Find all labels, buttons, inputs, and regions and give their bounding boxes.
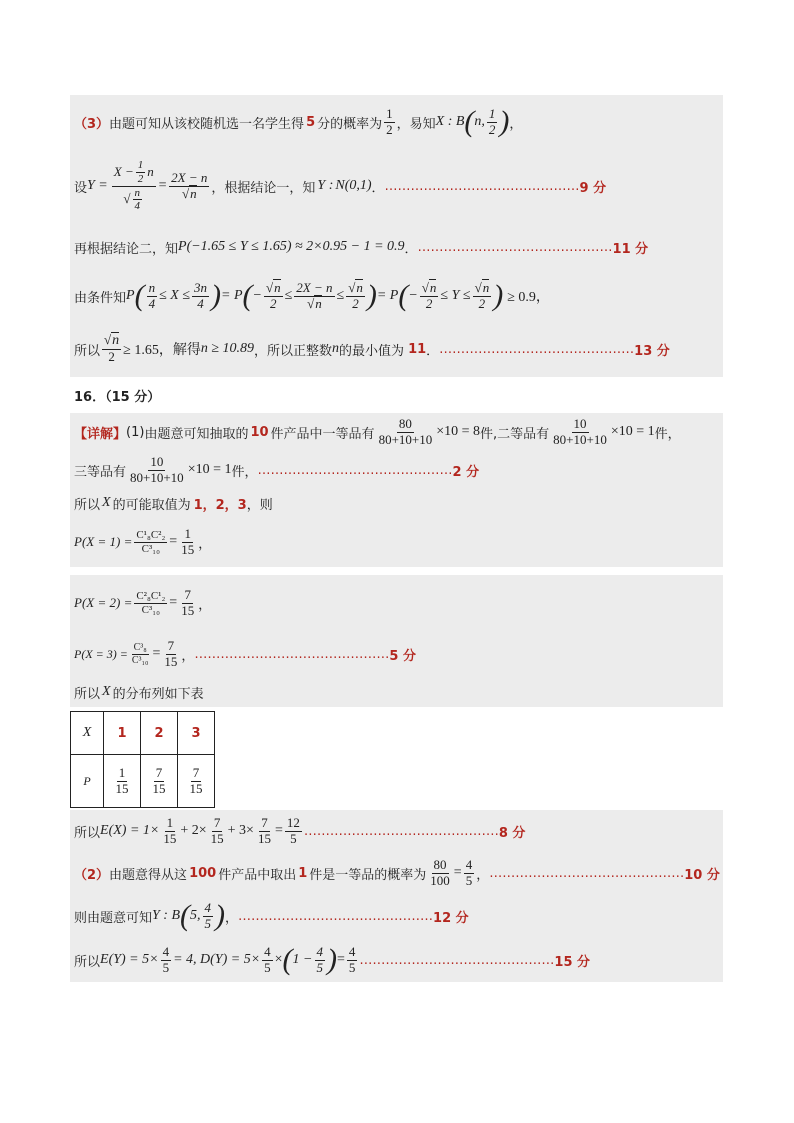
denominator: 5 [316,959,323,975]
part3-text: ，易知 [396,116,436,132]
fraction-result [347,945,358,976]
part3-block [70,95,723,377]
dots-leader: ……………………………………… [359,952,555,968]
numerator: 1 [118,764,126,780]
math-x-binomial: X : B ( n, $\frac{1}{2}$ ) [435,105,510,138]
numerator: 4 [316,943,323,959]
fraction-result [179,527,196,558]
q16-text: ， [198,597,212,613]
q16-text: ， [198,536,212,552]
math-y-binomial: Y : B ( 5, $\frac{4}{5}$ ) [152,899,226,932]
math-op: + 3× [227,823,254,838]
numerator: 4 [348,943,356,959]
value-list: 1，2，3 [193,497,247,513]
math-variance-factor: ( 1 − $\frac{4}{5}$ ) [282,943,337,976]
math-lhs: P(X = 1) = [74,534,133,549]
numerator: 7 [261,814,268,830]
math-lhs: E(Y) = 5× [100,952,159,967]
score-five: 5 [306,114,316,130]
q16-text: 则由题意可知 [74,910,153,926]
math-result: ×10 = 1 [187,462,232,477]
denominator: 5 [290,830,297,846]
distribution-table-wrap [70,711,723,808]
table-header-x: X [71,712,104,755]
fraction-combination [134,529,167,555]
numerator: 80 [433,856,447,872]
question-16-heading [70,377,723,413]
part2-line-2 [70,894,723,938]
math-condition-chain: P ( $\frac{n}{4}$ ≤ X ≤ $\frac{3n}{4}$ ) = P ( − $\frac{√n}{2}$ ≤ $\frac{2X - n}{√n}$ ≤ $\frac{√n}{2}$ ) = P ( − $\frac{√n}{2}$ ≤ Y ≤ $\frac{√n}{2}$ ) [126,279,504,312]
part3-text: 分的概率为 [317,116,383,132]
fraction-third-class [128,455,186,486]
score-label: 10 分 [684,867,720,883]
numerator: 4 [465,856,473,872]
score-label: 12 分 [433,910,469,926]
numerator: 7 [167,637,175,653]
part3-text: 的最小值为 [339,343,405,359]
fraction [161,945,172,976]
numerator: 10 [150,453,164,469]
part3-line-4 [70,265,723,327]
denominator: 15 [152,780,166,796]
fraction-half [384,107,395,138]
fraction-combination [130,642,151,666]
q16-line-3 [70,489,723,517]
table-intro-line [70,677,723,707]
part3-line-5 [70,327,723,371]
answer-value: 11 [408,341,427,357]
part3-text: ． [404,241,418,257]
denominator: 15 [164,653,178,669]
q16-part1-block [70,413,723,567]
numerator: 4 [162,943,170,959]
numerator: 7 [184,586,191,602]
numerator: 10 [573,415,587,431]
part3-label: （3） [74,116,110,132]
numerator: 12 [286,814,300,830]
denominator: 2 [488,121,496,137]
denominator: 15 [163,830,177,846]
numerator: 4 [264,943,271,959]
part2-line-3 [70,938,723,982]
q16-text: 由题意可知抽取的 [144,426,249,442]
fraction [209,816,226,847]
fraction-first-class [377,417,435,448]
q16-line-1 [70,413,723,451]
fraction [161,816,178,847]
detail-tag: 【详解】 [74,426,127,442]
dots-leader: ……………………………………… [489,865,685,881]
math-lhs: P(X = 2) = [74,595,133,610]
part3-text: ， [509,116,523,132]
denominator: 15 [189,780,203,796]
denominator: 5 [348,959,356,975]
math-x-var: X [102,495,111,510]
denominator: 5 [264,959,271,975]
dots-leader: ……………………………………… [384,178,580,194]
math-op: = 4, D(Y) = 5× [173,952,261,967]
dots-leader: ……………………………………… [238,908,434,924]
q16-text: (1) [126,424,145,440]
denominator: 15 [257,830,271,846]
dots-leader: ……………………………………… [303,823,499,839]
fraction [256,816,273,847]
solution-page [70,95,723,982]
denominator: 15 [115,780,129,796]
fraction-sqrt-n-over-2: $\frac{√n}{2}$ [104,331,120,365]
q16-text: ， [225,910,239,926]
math-y-standardization: Y = X − $\frac{1}{2}$ n √ $\frac{n}{4}$ = $\frac{2X - n}{√n}$ [87,159,208,213]
math-probability-estimate: P(−1.65 ≤ Y ≤ 1.65) ≈ 2×0.95 − 1 = 0.9 [178,239,405,254]
q16-text: 所以 [74,686,101,702]
q16-text: 件产品中取出 [218,867,297,883]
numerator: C²₈C¹₂ [136,589,166,602]
denominator: 2 [386,121,393,137]
numerator: 7 [192,764,200,780]
fraction [428,858,452,889]
math-op: = [337,952,345,967]
q16-text: 所以 [74,954,101,970]
table-cell [141,755,178,808]
q16-text: 的可能取值为 [112,497,191,513]
score-label: 8 分 [498,825,526,841]
question-heading-text: 16．（15 分） [74,389,161,405]
count-ten: 10 [250,424,269,440]
part3-text: ，所以正整数 [254,343,333,359]
numerator: 1 [488,105,496,121]
table-cell [178,755,215,808]
q16-text: 件产品中一等品有 [270,426,375,442]
q16-text: 的分布列如下表 [112,686,204,702]
part2-label: （2） [74,867,110,883]
denominator: 15 [181,602,195,618]
q16-text: 三等品有 [74,464,127,480]
dots-leader: ……………………………………… [417,239,613,255]
part3-text: 再根据结论二，知 [74,241,179,257]
math-op: = [274,823,283,838]
q16-text: 由题意得从这 [109,867,188,883]
part3-text: 设 [74,180,88,196]
dots-leader: ……………………………………… [194,646,390,662]
denominator: 80+10+10 [130,469,184,485]
denominator: 5 [162,959,170,975]
prob-x1-line: P(X = 1) = $\frac{\text{C¹₈C²₂}}{\text{C³₁₀}}$ = $\frac{1}{15}$ ， [74,525,212,557]
part3-line-3 [70,229,723,265]
math-x-var: X [102,684,111,699]
score-label: 2 分 [452,464,480,480]
part3-text: 所以 [74,343,101,359]
score-label: 9 分 [579,180,607,196]
expectation-x-line [70,810,723,852]
part3-text: 由题可知从该校随机选一名学生得 [109,116,305,132]
fraction-result [162,639,179,670]
denominator: 5 [465,872,473,888]
fraction-combination [134,590,167,616]
numerator: 80 [398,415,412,431]
fraction-second-class [551,417,609,448]
q16-text: 件， [654,426,681,442]
table-cell: 2 [141,712,178,755]
denominator: 100 [430,872,450,888]
math-normal-dist: N(0,1) [335,178,372,193]
prob-x3-line: P(X = 3) = $\frac{\text{C³₈}}{\text{C³₁₀}}$ = $\frac{7}{15}$ ， ……………………………………… 5 分 [74,637,416,669]
part3-line-1 [70,101,723,143]
denominator: C³₁₀ [141,603,160,616]
part3-text: 由条件知 [74,290,127,306]
table-header-p: P [71,755,104,808]
numerator: 1 [166,814,174,830]
fraction [464,858,475,889]
math-result: ×10 = 8 [436,424,481,439]
fraction [262,945,273,976]
math-y-var: Y : [317,178,334,193]
math-result: ×10 = 1 [610,424,655,439]
denominator: 80+10+10 [553,431,607,447]
denominator: C³₁₀ [141,542,160,555]
q16-text: 所以 [74,497,101,513]
math-op: × [274,952,283,967]
numerator: 1 [386,105,393,121]
score-label: 13 分 [634,343,670,359]
math-op: + 2× [180,823,207,838]
table-cell: 1 [104,712,141,755]
numerator: C³₈ [133,642,147,653]
math-n-var: n [332,341,340,356]
q16-line-2 [70,451,723,489]
part3-text: ≥ 1.65，解得 [123,343,201,358]
fraction-result [179,588,196,619]
q16-text: 件是一等品的概率为 [309,867,427,883]
q16-part2-block [70,810,723,982]
math-op: = [453,865,462,880]
score-label: 5 分 [389,648,416,664]
distribution-table [70,711,215,808]
denominator: 15 [181,541,195,557]
table-row [71,712,215,755]
math-lhs: P(X = 3) = [74,646,128,661]
prob-x2-line: P(X = 2) = $\frac{\text{C²₈C¹₂}}{\text{C³₁₀}}$ = $\frac{7}{15}$ ， [74,586,212,618]
table-cell [104,755,141,808]
numerator: C¹₈C²₂ [136,528,166,541]
math-lhs: E(X) = 1× [100,823,160,838]
q16-text: ， [476,867,490,883]
q16-text: ，则 [246,497,273,513]
fraction-result [285,816,302,847]
dots-leader: ……………………………………… [439,341,635,357]
part3-text: ，根据结论一，知 [211,180,316,196]
denominator: 15 [210,830,224,846]
table-cell: 3 [178,712,215,755]
dots-leader: ……………………………………… [257,462,453,478]
score-label: 15 分 [554,954,591,970]
numerator: 1 [184,525,191,541]
table-row [71,755,215,808]
math-n-bound: n ≥ 10.89 [200,341,255,356]
part2-line-1 [70,852,723,894]
part3-text: ． [371,180,385,196]
part3-line-2 [70,143,723,229]
spacer [70,567,723,575]
denominator: C³₁₀ [131,654,149,666]
score-label: 11 分 [612,241,649,257]
q16-text: ， [181,648,195,664]
q16-text: 件,二等品有 [480,426,550,442]
q16-part1-block-b [70,575,723,707]
part3-text: ． [426,343,440,359]
denominator: 80+10+10 [378,431,433,447]
numerator: 7 [155,764,163,780]
count-one: 1 [298,865,308,881]
numerator: 7 [213,814,221,830]
part3-text: ≥ 0.9， [507,290,550,305]
q16-text: 所以 [74,825,101,841]
q16-text: 件， [231,464,258,480]
count-hundred: 100 [189,865,217,881]
